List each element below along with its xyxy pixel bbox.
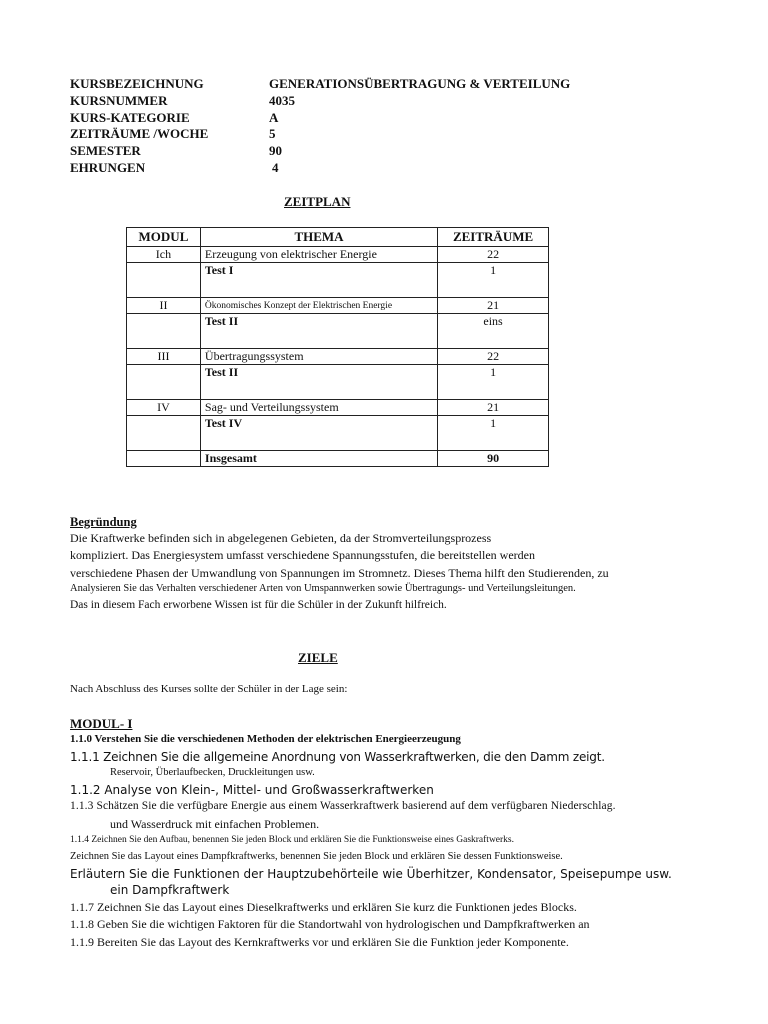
cell-zeit: 1: [438, 416, 549, 451]
rationale-line: verschiedene Phasen der Umwandlung von Spannungen im Stromnetz. Dieses Thema hilft den Studierenden, zu: [70, 566, 609, 580]
schedule-table: [126, 227, 549, 467]
schedule-header-row: [127, 228, 549, 247]
goal-item-1-1-2: 1.1.2 Analyse von Klein-, Mittel- und Großwasserkraftwerken: [70, 783, 434, 797]
cell-zeit-total: 90: [438, 451, 549, 467]
goal-item-1-1-7: 1.1.7 Zeichnen Sie das Layout eines Dieselkraftwerks und erklären Sie kurz die Funktionen jedes Blocks.: [70, 900, 577, 914]
cell-zeit: 21: [438, 400, 549, 416]
table-row: [127, 263, 549, 298]
cell-modul: Ich: [127, 247, 201, 263]
goal-item-1-1-6: Erläutern Sie die Funktionen der Hauptzubehörteile wie Überhitzer, Kondensator, Speisepumpe usw.: [70, 867, 672, 881]
table-row: [127, 400, 549, 416]
goal-item-1-1-5: Zeichnen Sie das Layout eines Dampfkraftwerks, benennen Sie jeden Block und erklären Sie dessen Funktionsweise.: [70, 851, 563, 862]
cell-modul: III: [127, 349, 201, 365]
rationale-line: Analysieren Sie das Verhalten verschiedener Arten von Umspannwerken sowie Übertragungs- und Verteilungsleitungen.: [70, 583, 576, 594]
goal-item-1-1-9: 1.1.9 Bereiten Sie das Layout des Kernkraftwerks vor und erklären Sie die Funktion jeder Komponente.: [70, 935, 569, 949]
header-zeitraeume: ZEITRÄUME: [438, 228, 549, 247]
info-value-ehrungen: 4: [272, 160, 279, 175]
cell-modul: [127, 451, 201, 467]
table-row-total: [127, 451, 549, 467]
rationale-line: kompliziert. Das Energiesystem umfasst verschiedene Spannungsstufen, die bereitstellen werden: [70, 548, 535, 562]
module-title: MODUL- I: [70, 716, 133, 731]
cell-thema: Sag- und Verteilungssystem: [200, 400, 437, 416]
header-thema: THEMA: [200, 228, 437, 247]
cell-thema: Test II: [200, 365, 437, 400]
module-subheading: 1.1.0 Verstehen Sie die verschiedenen Methoden der elektrischen Energieerzeugung: [70, 733, 461, 745]
cell-zeit: 1: [438, 365, 549, 400]
header-modul: MODUL: [127, 228, 201, 247]
info-key-ehrungen: EHRUNGEN: [70, 160, 146, 175]
goal-item-1-1-6-cont: ein Dampfkraftwerk: [110, 883, 230, 897]
goals-title: ZIELE: [298, 650, 338, 665]
cell-modul: [127, 263, 201, 298]
goal-item-1-1-3: 1.1.3 Schätzen Sie die verfügbare Energie aus einem Wasserkraftwerk basierend auf dem verfügbaren Niederschlag.: [70, 800, 616, 812]
cell-zeit: 21: [438, 298, 549, 314]
goal-item-1-1-3-cont: und Wasserdruck mit einfachen Problemen.: [110, 817, 320, 831]
cell-thema: Erzeugung von elektrischer Energie: [200, 247, 437, 263]
info-value-kurs-kategorie: A: [269, 110, 279, 125]
cell-thema: Übertragungssystem: [200, 349, 437, 365]
cell-thema-total: Insgesamt: [200, 451, 437, 467]
cell-modul: [127, 416, 201, 451]
info-key-kurs-kategorie: KURS-KATEGORIE: [70, 110, 190, 125]
info-key-kursnummer: KURSNUMMER: [70, 93, 168, 108]
rationale-title: Begründung: [70, 515, 137, 529]
goal-item-1-1-1: 1.1.1 Zeichnen Sie die allgemeine Anordnung von Wasserkraftwerken, die den Damm zeigt.: [70, 750, 605, 764]
table-row: [127, 349, 549, 365]
info-key-semester: SEMESTER: [70, 143, 141, 158]
table-row: [127, 416, 549, 451]
info-key-zeitraeume-woche: ZEITRÄUME /WOCHE: [70, 126, 209, 141]
goal-item-1-1-4: 1.1.4 Zeichnen Sie den Aufbau, benennen Sie jeden Block und erklären Sie die Funktionsweise eines Gaskraftwerks.: [70, 835, 515, 845]
cell-modul: IV: [127, 400, 201, 416]
info-value-semester: 90: [269, 143, 282, 158]
goal-item-1-1-1-cont: Reservoir, Überlaufbecken, Druckleitungen usw.: [110, 767, 315, 778]
info-key-kursbezeichnung: KURSBEZEICHNUNG: [70, 76, 204, 91]
cell-thema: Ökonomisches Konzept der Elektrischen Energie: [200, 298, 437, 314]
rationale-line: Die Kraftwerke befinden sich in abgelegenen Gebieten, da der Stromverteilungsprozess: [70, 531, 492, 545]
cell-modul: [127, 314, 201, 349]
table-row: [127, 298, 549, 314]
cell-zeit: eins: [438, 314, 549, 349]
info-value-kursnummer: 4035: [269, 93, 295, 108]
table-row: [127, 314, 549, 349]
cell-modul: [127, 365, 201, 400]
info-value-kursbezeichnung: GENERATIONSÜBERTRAGUNG & VERTEILUNG: [269, 76, 571, 91]
goals-intro: Nach Abschluss des Kurses sollte der Schüler in der Lage sein:: [70, 683, 348, 695]
cell-zeit: 22: [438, 349, 549, 365]
table-row: [127, 247, 549, 263]
rationale-line: Das in diesem Fach erworbene Wissen ist für die Schüler in der Zukunft hilfreich.: [70, 599, 447, 611]
cell-thema: Test IV: [200, 416, 437, 451]
cell-modul: II: [127, 298, 201, 314]
schedule-title: ZEITPLAN: [284, 194, 351, 209]
cell-zeit: 1: [438, 263, 549, 298]
info-value-zeitraeume-woche: 5: [269, 126, 276, 141]
cell-thema: Test I: [200, 263, 437, 298]
goal-item-1-1-8: 1.1.8 Geben Sie die wichtigen Faktoren für die Standortwahl von hydrologischen und Dampfkraftwerken an: [70, 917, 590, 931]
cell-thema: Test II: [200, 314, 437, 349]
cell-zeit: 22: [438, 247, 549, 263]
table-row: [127, 365, 549, 400]
